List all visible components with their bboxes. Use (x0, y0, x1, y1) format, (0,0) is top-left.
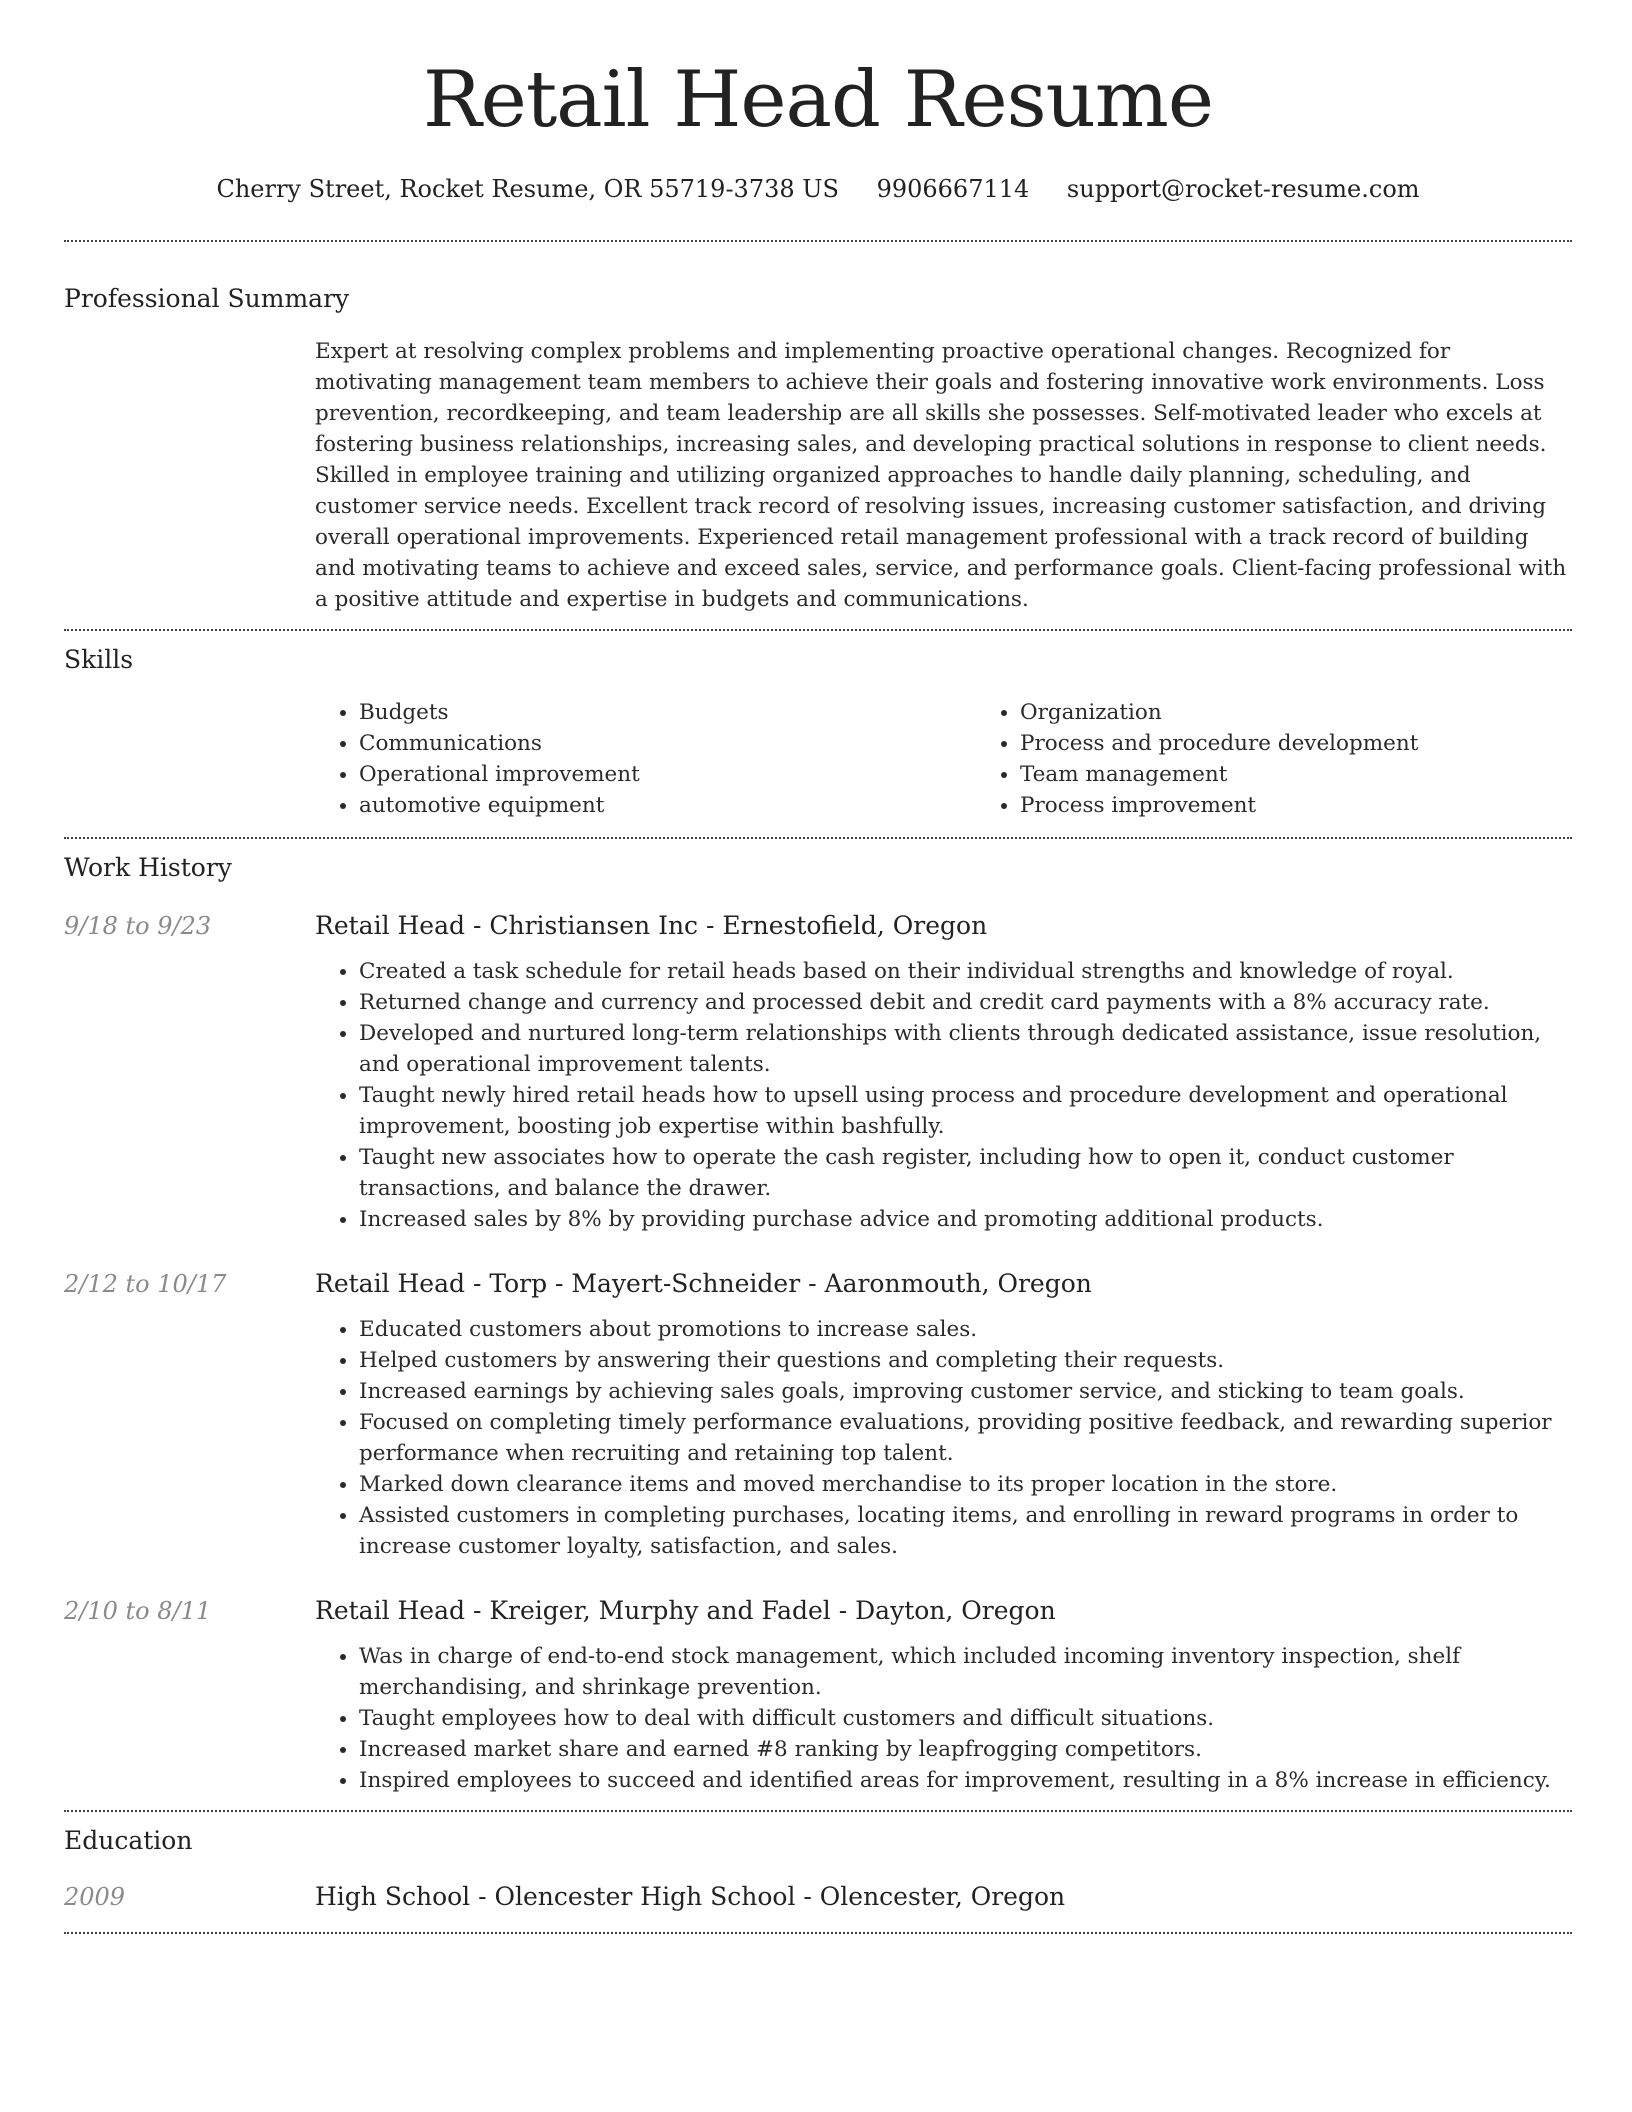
summary-row (64, 336, 1572, 615)
education-entry: High School - Olencester High School - Olencester, Oregon (315, 1882, 1066, 1911)
job-bullet: • Created a task schedule for retail heads based on their individual strengths and knowledge of royal. (359, 956, 1572, 987)
skill-item: • Process and procedure development (1020, 728, 1632, 759)
skill-item: • automotive equipment (359, 790, 976, 821)
job-title: Retail Head - Christiansen Inc - Ernestofield, Oregon (315, 911, 988, 940)
divider-skills (64, 837, 1572, 839)
job-bullet: • Developed and nurtured long-term relationships with clients through dedicated assistance, issue resolution, and operational improvement talents. (359, 1018, 1572, 1080)
job-bullets (315, 956, 1572, 1235)
divider-education (64, 1932, 1572, 1934)
job-bullet: • Returned change and currency and processed debit and credit card payments with a 8% accuracy rate. (359, 987, 1572, 1018)
job-bullets (315, 1641, 1572, 1796)
skill-item: • Communications (359, 728, 976, 759)
skills-list-right (976, 697, 1632, 821)
education-heading: Education (64, 1826, 193, 1855)
job-bullets-wrap (315, 1314, 1572, 1562)
job-bullets-wrap (315, 956, 1572, 1235)
education-year: 2009 (64, 1883, 126, 1911)
skills-heading: Skills (64, 645, 134, 674)
skill-item: • Budgets (359, 697, 976, 728)
skill-item: • Operational improvement (359, 759, 976, 790)
contact-phone: 9906667114 (876, 175, 1030, 203)
skills-grid (315, 697, 1632, 821)
divider-summary (64, 629, 1572, 631)
work-heading: Work History (64, 853, 232, 882)
job-spacer (64, 1314, 315, 1562)
resume-page (64, 0, 1572, 1934)
contact-address: Cherry Street, Rocket Resume, OR 55719-3738 US (216, 175, 839, 203)
education-row (64, 1880, 1572, 1914)
divider-header (64, 240, 1572, 242)
job-title: Retail Head - Torp - Mayert-Schneider - Aaronmouth, Oregon (315, 1269, 1092, 1298)
job-bullet: • Marked down clearance items and moved merchandise to its proper location in the store. (359, 1469, 1572, 1500)
divider-work (64, 1810, 1572, 1812)
job-bullet: • Helped customers by answering their questions and completing their requests. (359, 1345, 1572, 1376)
job-bullets (315, 1314, 1572, 1562)
job-details (64, 1314, 1572, 1562)
job-bullet: • Increased market share and earned #8 ranking by leapfrogging competitors. (359, 1734, 1572, 1765)
job-bullet: • Educated customers about promotions to increase sales. (359, 1314, 1572, 1345)
job-header (64, 1594, 1572, 1628)
job-bullet: • Was in charge of end-to-end stock management, which included incoming inventory inspection, shelf merchandising, and shrinkage prevention. (359, 1641, 1572, 1703)
job-bullet: • Taught new associates how to operate the cash register, including how to open it, conduct customer transactions, and balance the drawer. (359, 1142, 1572, 1204)
job-spacer (64, 1641, 315, 1796)
job-bullet: • Focused on completing timely performance evaluations, providing positive feedback, and rewarding superior performance when recruiting and retaining top talent. (359, 1407, 1572, 1469)
job-header (64, 909, 1572, 943)
contact-email: support@rocket-resume.com (1066, 175, 1420, 203)
summary-text: Expert at resolving complex problems and implementing proactive operational changes. Recognized for motivating management team members to achieve their goals and fostering innovative work environments. Loss prevention, recordkeeping, and team leadership are all skills she possesses. Self-motivated leader who excels at fostering business relationships, increasing sales, and developing practical solutions in response to client needs. Skilled in employee training and utilizing organized approaches to handle daily planning, scheduling, and customer service needs. Excellent track record of resolving issues, increasing customer satisfaction, and driving overall operational improvements. Experienced retail management professional with a track record of building and motivating teams to achieve and exceed sales, service, and performance goals. Client-facing professional with a positive attitude and expertise in budgets and communications. (315, 339, 1567, 612)
job-bullet: • Assisted customers in completing purchases, locating items, and enrolling in reward programs in order to increase customer loyalty, satisfaction, and sales. (359, 1500, 1572, 1562)
summary-heading: Professional Summary (64, 284, 350, 313)
skill-item: • Process improvement (1020, 790, 1632, 821)
job-spacer (64, 956, 315, 1235)
skills-spacer (64, 697, 315, 821)
job-title: Retail Head - Kreiger, Murphy and Fadel - Dayton, Oregon (315, 1596, 1056, 1625)
job-bullet: • Inspired employees to succeed and identified areas for improvement, resulting in a 8% increase in efficiency. (359, 1765, 1572, 1796)
resume-title: Retail Head Resume (422, 55, 1214, 145)
skills-row (64, 697, 1572, 821)
summary-spacer (64, 336, 315, 615)
job-header (64, 1267, 1572, 1301)
skills-list-left (315, 697, 976, 821)
job-bullet: • Taught employees how to deal with difficult customers and difficult situations. (359, 1703, 1572, 1734)
job-bullet: • Taught newly hired retail heads how to upsell using process and procedure development and operational improvement, boosting job expertise within bashfully. (359, 1080, 1572, 1142)
contact-line (64, 172, 1572, 206)
skill-item: • Organization (1020, 697, 1632, 728)
job-bullet: • Increased earnings by achieving sales goals, improving customer service, and sticking to team goals. (359, 1376, 1572, 1407)
job-dates: 9/18 to 9/23 (64, 912, 212, 940)
job-dates: 2/12 to 10/17 (64, 1270, 227, 1298)
job-details (64, 956, 1572, 1235)
skill-item: • Team management (1020, 759, 1632, 790)
job-details (64, 1641, 1572, 1796)
job-bullets-wrap (315, 1641, 1572, 1796)
job-bullet: • Increased sales by 8% by providing purchase advice and promoting additional products. (359, 1204, 1572, 1235)
job-dates: 2/10 to 8/11 (64, 1597, 212, 1625)
